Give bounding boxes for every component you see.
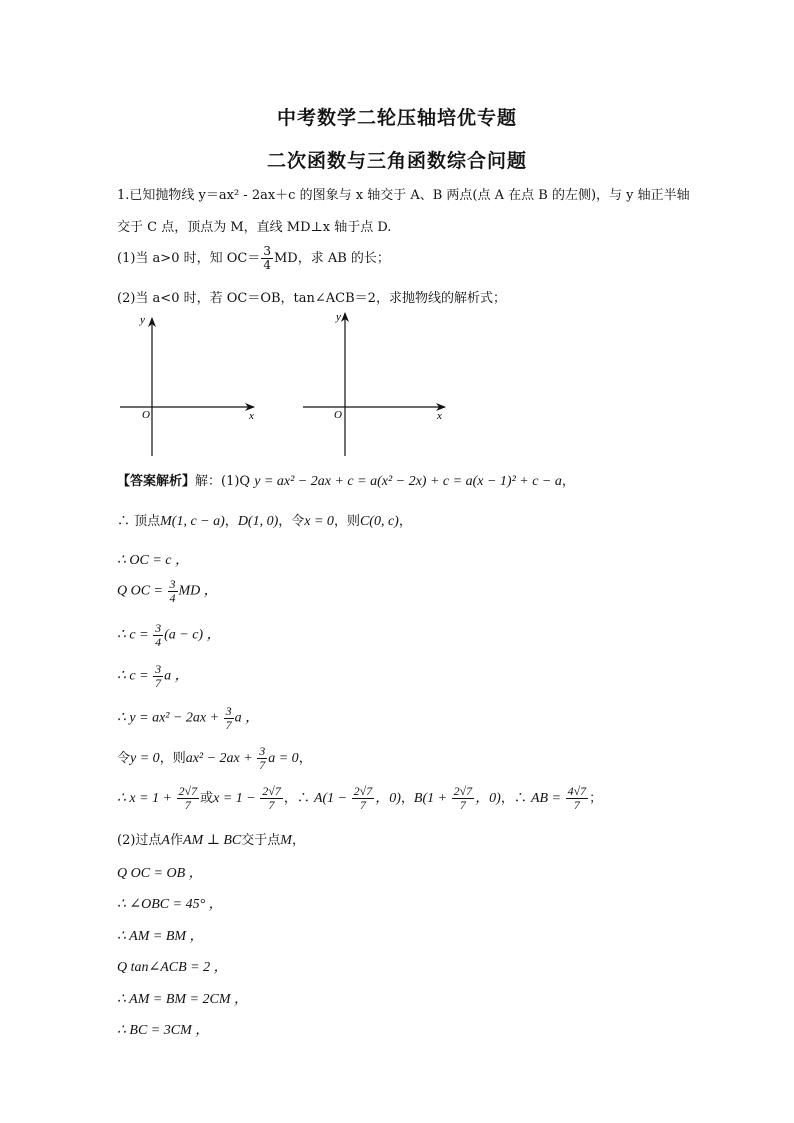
sol9-frac-1-den: 7 bbox=[184, 798, 191, 812]
sol9-d: ，∴ bbox=[283, 791, 314, 806]
graph-right bbox=[303, 311, 445, 456]
page-title: 中考数学二轮压轴培优专题 bbox=[276, 107, 517, 129]
sol4-post: MD ， bbox=[178, 583, 218, 599]
sol9-g: ，0) bbox=[375, 791, 401, 806]
sol4-fraction bbox=[168, 578, 178, 605]
sol10-f: M bbox=[280, 833, 292, 848]
solution-line-11: Q OC = OB ， bbox=[117, 866, 203, 881]
sol9-e: A(1 − bbox=[313, 791, 351, 806]
solution-line-5 bbox=[117, 622, 221, 649]
solution-line-14: Q tan∠ACB = 2 ， bbox=[117, 960, 228, 975]
solution-line-2 bbox=[117, 510, 412, 530]
sol9-j: ，0) bbox=[475, 791, 501, 806]
solution-line-4 bbox=[117, 578, 218, 605]
sol9-i: B(1 + bbox=[413, 791, 451, 806]
sol9-frac-5-num: 4√7 bbox=[567, 784, 587, 798]
sol9-frac-2 bbox=[260, 785, 283, 812]
sol5-pre: ∴ c = bbox=[117, 627, 153, 643]
graph-left bbox=[120, 314, 254, 456]
sol1-math: y = ax² − 2ax + c = a(x² − 2x) + c = a(x − 1)² + c − a bbox=[254, 474, 562, 489]
sol1-end: ， bbox=[561, 474, 575, 489]
sol5-num: 3 bbox=[155, 621, 162, 635]
sol8-a: 令 bbox=[117, 751, 131, 766]
sol9-l: AB = bbox=[531, 791, 565, 806]
answer-header: 【答案解析】 bbox=[117, 474, 196, 489]
solution-line-3: ∴ OC = c ， bbox=[117, 553, 190, 568]
x-label-left: x bbox=[249, 410, 254, 422]
sol1-pre: 解：(1)Q bbox=[195, 474, 255, 489]
q1-text-pre: (1)当 a>0 时，知 OC＝ bbox=[117, 251, 261, 266]
coordinate-graphs bbox=[110, 308, 460, 458]
origin-label-right: O bbox=[334, 409, 342, 421]
sol6-den: 7 bbox=[155, 676, 162, 690]
sol9-frac-2-den: 7 bbox=[268, 798, 275, 812]
sol9-c: x = 1 − bbox=[213, 791, 260, 806]
sol6-post: a ， bbox=[164, 668, 189, 684]
sol5-post: (a − c) ， bbox=[164, 627, 221, 643]
sol9-frac-3-den: 7 bbox=[359, 798, 366, 812]
sol9-h: ， bbox=[400, 791, 414, 806]
sol9-frac-3 bbox=[352, 785, 375, 812]
sol6-fraction bbox=[153, 663, 163, 690]
q1-frac-den: 4 bbox=[263, 258, 271, 272]
sol9-frac-3-num: 2√7 bbox=[353, 784, 373, 798]
sol9-frac-2-num: 2√7 bbox=[262, 784, 281, 798]
sol5-fraction bbox=[153, 622, 163, 649]
problem-line-1: 1.已知抛物线 y＝ax² - 2ax＋c 的图象与 x 轴交于 A、B 两点(点 A 在点 B 的左侧)，与 y 轴正半轴 bbox=[117, 188, 690, 203]
sol2-c: ， bbox=[224, 514, 238, 529]
origin-label-left: O bbox=[142, 409, 150, 421]
solution-line-12: ∴ ∠OBC = 45° ， bbox=[117, 897, 223, 912]
solution-line-1 bbox=[117, 470, 575, 490]
sol10-b: A bbox=[161, 833, 170, 848]
solution-line-13: ∴ AM = BM ， bbox=[117, 929, 204, 944]
sol7-num: 3 bbox=[225, 704, 232, 718]
sol9-frac-1 bbox=[177, 785, 200, 812]
sol9-m: ； bbox=[589, 791, 603, 806]
sol9-a: ∴ x = 1 + bbox=[117, 791, 176, 806]
solution-line-9 bbox=[117, 785, 602, 812]
sol4-num: 3 bbox=[169, 577, 176, 591]
sol2-b: M(1, c − a) bbox=[160, 514, 225, 529]
sol7-pre: ∴ y = ax² − 2ax + bbox=[117, 710, 223, 726]
sol2-f: x = 0 bbox=[304, 514, 334, 529]
sol2-i: ， bbox=[398, 514, 412, 529]
sol8-fraction bbox=[257, 745, 267, 772]
sol7-fraction bbox=[224, 705, 234, 732]
sol7-post: a ， bbox=[234, 710, 260, 726]
sol8-c: ，则 bbox=[159, 751, 186, 766]
sol5-den: 4 bbox=[155, 635, 162, 649]
q1-frac-num: 3 bbox=[263, 244, 271, 258]
sol8-b: y = 0 bbox=[130, 751, 160, 766]
y-label-left: y bbox=[140, 314, 145, 326]
sol4-den: 4 bbox=[169, 591, 176, 605]
sol8-e: a = 0 bbox=[268, 751, 299, 766]
y-label-right: y bbox=[336, 311, 341, 323]
solution-line-15: ∴ AM = BM = 2CM ， bbox=[117, 992, 248, 1007]
question-2: (2)当 a<0 时，若 OC＝OB，tan∠ACB＝2，求抛物线的解析式； bbox=[117, 291, 506, 306]
sol9-frac-5 bbox=[566, 785, 589, 812]
sol2-e: ，令 bbox=[278, 514, 305, 529]
sol7-den: 7 bbox=[225, 718, 232, 732]
sol2-h: C(0, c) bbox=[359, 514, 399, 529]
sol10-a: (2)过点 bbox=[117, 833, 162, 848]
sol9-frac-4-num: 2√7 bbox=[453, 784, 473, 798]
solution-line-16: ∴ BC = 3CM ， bbox=[117, 1023, 210, 1038]
solution-line-8 bbox=[117, 745, 312, 772]
q1-text-post: MD，求 AB 的长； bbox=[273, 251, 390, 266]
sol9-b: 或 bbox=[200, 791, 214, 806]
solution-line-6 bbox=[117, 663, 189, 690]
sol2-a: ∴ 顶点 bbox=[117, 514, 161, 529]
sol8-f: ， bbox=[298, 751, 312, 766]
sol9-frac-5-den: 7 bbox=[573, 798, 580, 812]
problem-line-2: 交于 C 点，顶点为 M，直线 MD⊥x 轴于点 D. bbox=[117, 220, 392, 235]
sol6-num: 3 bbox=[155, 662, 162, 676]
page-subtitle: 二次函数与三角函数综合问题 bbox=[266, 150, 527, 172]
solution-line-10 bbox=[117, 829, 305, 849]
sol9-frac-1-num: 2√7 bbox=[178, 784, 198, 798]
sol9-frac-4-den: 7 bbox=[459, 798, 466, 812]
solution-line-7 bbox=[117, 705, 259, 732]
sol10-e: 交于点 bbox=[241, 833, 281, 848]
q1-fraction bbox=[261, 245, 273, 272]
sol10-d: AM ⊥ BC bbox=[183, 833, 242, 848]
sol9-k: ，∴ bbox=[500, 791, 531, 806]
sol8-d: ax² − 2ax + bbox=[185, 751, 257, 766]
sol9-frac-4 bbox=[452, 785, 475, 812]
sol2-d: D(1, 0) bbox=[237, 514, 279, 529]
sol8-den: 7 bbox=[259, 758, 266, 772]
sol8-num: 3 bbox=[259, 744, 266, 758]
sol10-c: 作 bbox=[169, 833, 183, 848]
sol6-pre: ∴ c = bbox=[117, 668, 153, 684]
sol4-pre: Q OC = bbox=[117, 583, 167, 599]
x-label-right: x bbox=[437, 410, 442, 422]
sol10-g: ， bbox=[291, 833, 305, 848]
question-1 bbox=[117, 245, 390, 272]
sol2-g: ，则 bbox=[333, 514, 360, 529]
